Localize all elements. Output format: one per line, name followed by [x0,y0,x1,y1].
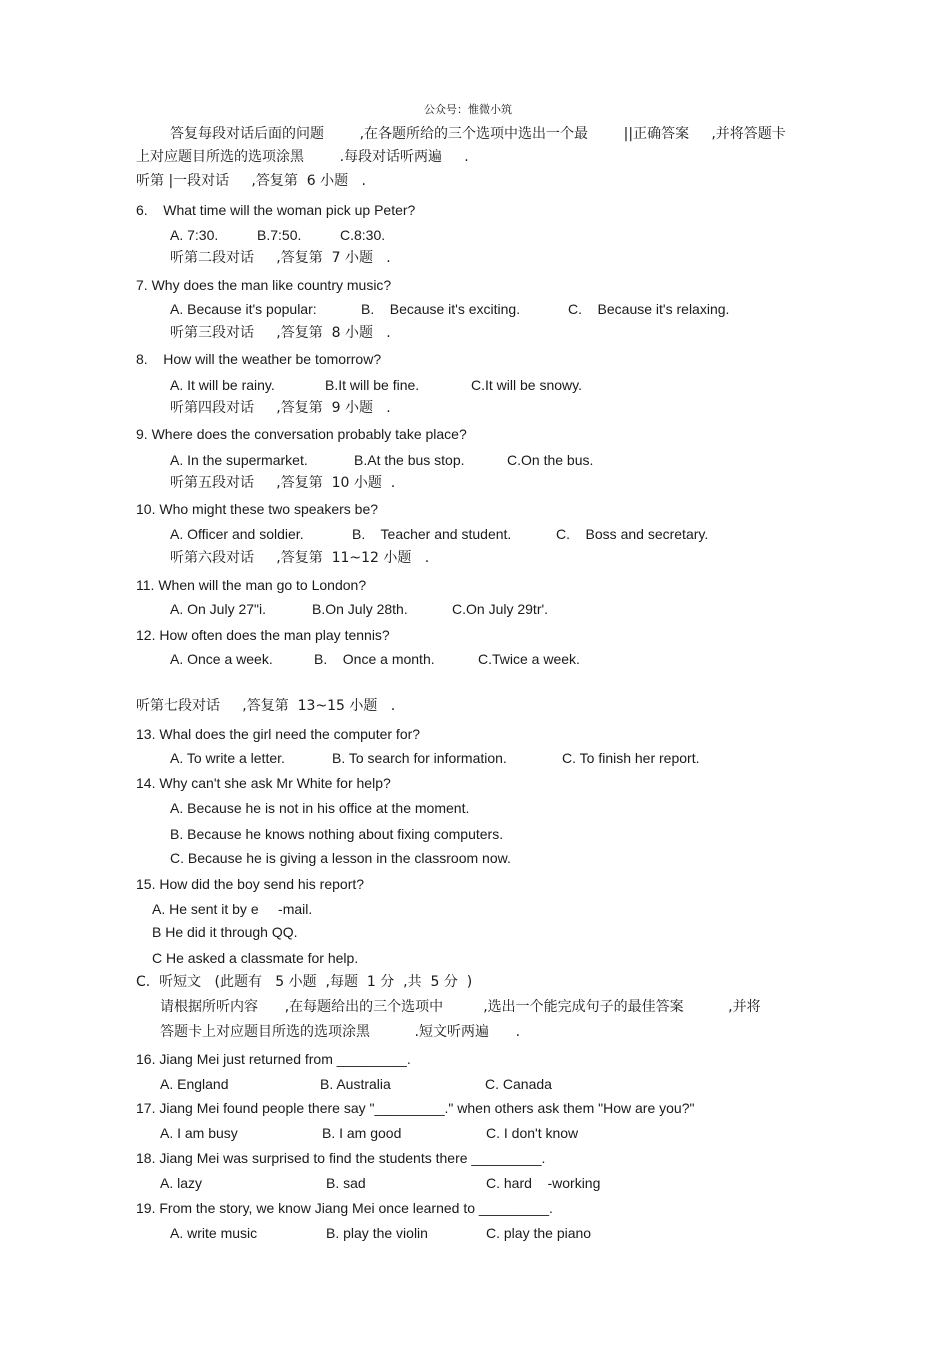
question-16: 16. Jiang Mei just returned from _________. [136,1051,411,1067]
q11-option-a: A. On July 27"i. [170,601,267,617]
question-18: 18. Jiang Mei was surprised to find the students there _________. [136,1150,546,1166]
q14-option-a: A. Because he is not in his office at the moment. [170,800,470,816]
part-c-instructions-2: 答题卡上对应题目所选的选项涂黑 .短文听两遍 . [160,1024,521,1040]
q19-option-a: A. write music [170,1225,258,1241]
q10-option-c: C. Boss and secretary. [556,526,709,542]
section-heading-3: 听第三段对话 ,答复第 8 小题 . [170,325,391,341]
question-17: 17. Jiang Mei found people there say "_________." when others ask them "How are you?" [136,1100,695,1116]
q19-option-c: C. play the piano [486,1225,592,1241]
q14-option-b: B. Because he knows nothing about fixing computers. [170,826,504,842]
q13-option-a: A. To write a letter. [170,750,285,766]
q9-option-b: B.At the bus stop. [354,452,465,468]
q18-option-c: C. hard -working [486,1175,601,1191]
q15-option-b: B He did it through QQ. [152,924,298,940]
q9-option-a: A. In the supermarket. [170,452,308,468]
q12-option-b: B. Once a month. [314,651,435,667]
q17-option-b: B. I am good [322,1125,402,1141]
q16-option-b: B. Australia [320,1076,391,1092]
q7-option-c: C. Because it's relaxing. [568,301,730,317]
question-15: 15. How did the boy send his report? [136,876,365,892]
q9-option-c: C.On the bus. [507,452,594,468]
question-12: 12. How often does the man play tennis? [136,627,390,643]
section-heading-5: 听第五段对话 ,答复第 10 小题 . [170,475,396,491]
instructions-line-2: 上对应题目所选的选项涂黑 .每段对话听两遍 . [136,149,469,165]
q12-option-c: C.Twice a week. [478,651,580,667]
q11-option-c: C.On July 29tr'. [452,601,549,617]
question-7: 7. Why does the man like country music? [136,277,392,293]
q15-option-c: C He asked a classmate for help. [152,950,359,966]
q19-option-b: B. play the violin [326,1225,428,1241]
q6-option-a: A. 7:30. [170,227,219,243]
section-heading-2: 听第二段对话 ,答复第 7 小题 . [170,250,391,266]
question-13: 13. Whal does the girl need the computer for? [136,726,421,742]
question-10: 10. Who might these two speakers be? [136,501,379,517]
part-c-title: C. 听短文 (此题有 5 小题 ,每题 1 分 ,共 5 分 ) [136,974,473,990]
section-heading-7: 听第七段对话 ,答复第 13~15 小题 . [136,698,396,714]
question-9: 9. Where does the conversation probably take place? [136,426,467,442]
question-8: 8. How will the weather be tomorrow? [136,351,382,367]
q11-option-b: B.On July 28th. [312,601,408,617]
q6-option-c: C.8:30. [340,227,386,243]
q18-option-a: A. lazy [160,1175,203,1191]
q10-option-a: A. Officer and soldier. [170,526,304,542]
q8-option-a: A. It will be rainy. [170,377,275,393]
q6-option-b: B.7:50. [257,227,302,243]
q16-option-c: C. Canada [485,1076,552,1092]
q14-option-c: C. Because he is giving a lesson in the classroom now. [170,850,511,866]
part-c-instructions-1: 请根据所听内容 ,在每题给出的三个选项中 ,选出一个能完成句子的最佳答案 ,并将 [160,999,761,1015]
section-heading-4: 听第四段对话 ,答复第 9 小题 . [170,400,391,416]
q8-option-b: B.It will be fine. [325,377,420,393]
question-19: 19. From the story, we know Jiang Mei once learned to _________. [136,1200,553,1216]
q17-option-a: A. I am busy [160,1125,238,1141]
page-header: 公众号：惟微小筑 [424,103,512,116]
q7-option-b: B. Because it's exciting. [361,301,521,317]
q12-option-a: A. Once a week. [170,651,273,667]
q10-option-b: B. Teacher and student. [352,526,512,542]
q15-option-a: A. He sent it by e -mail. [152,901,313,917]
section-heading-6: 听第六段对话 ,答复第 11~12 小题 . [170,550,430,566]
q8-option-c: C.It will be snowy. [471,377,582,393]
q16-option-a: A. England [160,1076,229,1092]
q18-option-b: B. sad [326,1175,366,1191]
question-11: 11. When will the man go to London? [136,577,367,593]
q7-option-a: A. Because it's popular: [170,301,317,317]
q17-option-c: C. I don't know [486,1125,579,1141]
q13-option-c: C. To finish her report. [562,750,700,766]
question-6: 6. What time will the woman pick up Peter? [136,202,416,218]
section-heading-1: 听第 |一段对话 ,答复第 6 小题 . [136,173,366,189]
question-14: 14. Why can't she ask Mr White for help? [136,775,391,791]
instructions-line-1: 答复每段对话后面的问题 ,在各题所给的三个选项中选出一个最 ||正确答案 ,并将答题卡 [170,126,786,142]
q13-option-b: B. To search for information. [332,750,507,766]
